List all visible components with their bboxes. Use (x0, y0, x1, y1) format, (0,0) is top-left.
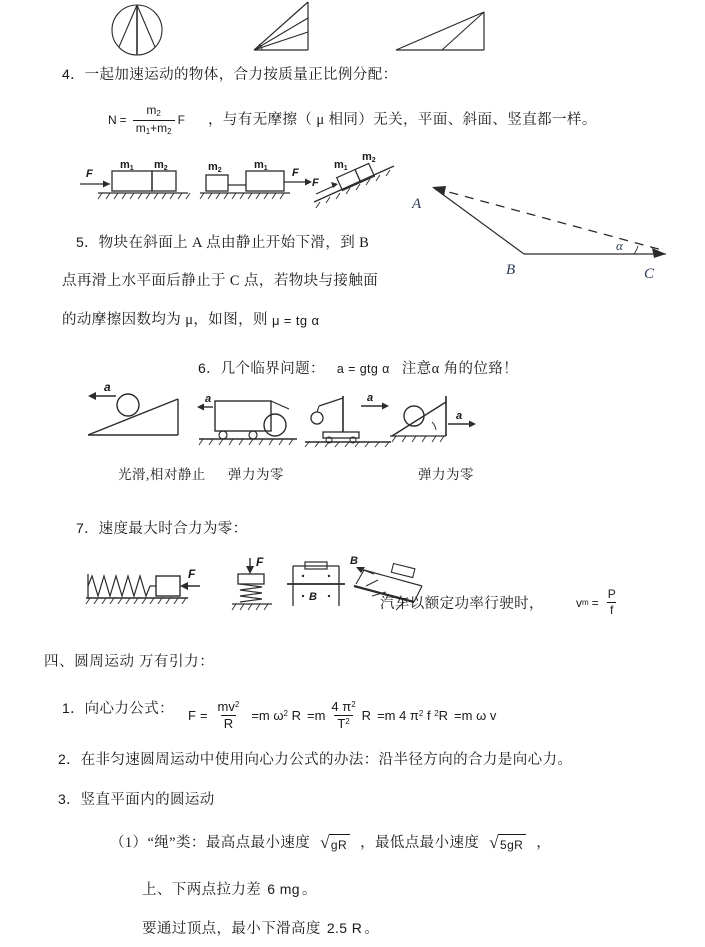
fraction-numerator (143, 104, 163, 120)
svg-text:m2: m2 (208, 161, 222, 174)
term-prefix-m: =m (306, 708, 326, 724)
sub1-mid: ，最低点最小速度 (360, 835, 480, 851)
item-c1-number: 1． (62, 700, 85, 716)
item-c2-text: 在非匀速圆周运动中使用向心力公式的办法：沿半径方向的合力是向心力。 (80, 752, 573, 768)
formula-lhs: N (108, 113, 117, 128)
sqrt-5gr (489, 834, 526, 854)
denominator-symbol-1: m (135, 120, 146, 135)
item5-line1 (76, 232, 369, 255)
item4-tail: ，与有无摩擦（ μ 相同）无关，平面、斜面、竖直都一样。 (208, 112, 597, 128)
item4-formula-row (108, 104, 185, 137)
item-c3-sub2 (142, 879, 317, 902)
item7-text: 速度最大时合力为零： (98, 521, 248, 537)
power-symbol: P (607, 587, 616, 601)
mv-squared-over-r (215, 700, 243, 732)
max-velocity-formula (576, 588, 622, 617)
mu-equals-tangent-alpha: μ = tg α (271, 312, 320, 328)
figure-two-blocks-pulled-horizontal (198, 157, 318, 207)
formula-equals: = (591, 595, 599, 610)
label-angle-alpha: α (616, 238, 623, 253)
velocity-symbol: v (576, 595, 582, 610)
item6-number: 6． (198, 360, 221, 376)
item-c2-number: 2． (58, 751, 81, 767)
figure-cart-with-pendulum (303, 390, 393, 446)
item-c3-sub3 (142, 918, 379, 941)
item-c3-text: 竖直平面内的圆运动 (80, 792, 215, 808)
label-force: F (188, 567, 196, 581)
label-force: F (256, 555, 264, 569)
figure-incline-abc-triangle (404, 182, 684, 282)
figure-truck-with-hanging-ball (197, 393, 302, 445)
section4-heading: 四、圆周运动 万有引力： (44, 654, 215, 670)
equals-1: = (199, 708, 208, 724)
sub1-tail: ， (536, 835, 552, 851)
mass-ratio-fraction (133, 104, 175, 137)
item7-note: 汽车以额定功率行驶时， (380, 596, 544, 612)
figure-ball-on-incline-against-wall (388, 390, 480, 446)
item6-caption-1: 弹力为零 (228, 467, 284, 482)
item5-text1: 物块在斜面上 A 点由静止开始下滑，到 B (98, 235, 370, 251)
label-point-a: A (412, 196, 422, 212)
term-frequency: =m 4 $\pi^2$ f $^2$R (377, 708, 449, 724)
friction-symbol: f (607, 602, 616, 617)
formula-rhs: F (177, 113, 185, 128)
item-c3-line (58, 789, 215, 812)
item5-number: 5． (76, 234, 99, 250)
centripetal-force-formula (188, 700, 496, 732)
item-c1-line (62, 698, 174, 721)
label-magnetic-field: B (350, 555, 358, 567)
numerator-mv2: $mv^2$ (217, 699, 240, 714)
figure-spring-block-horizontal (84, 558, 204, 610)
sub3-value: 2.5 R (326, 920, 363, 936)
denominator-t2: $T^2$ (334, 715, 352, 731)
radical-sign: √ (320, 832, 330, 852)
label-acceleration: a (104, 380, 111, 394)
svg-text:m2: m2 (362, 151, 376, 164)
item6-line (198, 358, 518, 381)
figure-right-triangle-with-diagonal (392, 8, 492, 56)
item7-formula (576, 588, 622, 617)
formula-equals: = (119, 113, 127, 128)
four-pi-squared-over-t-squared (328, 700, 358, 732)
item7-number: 7． (76, 520, 99, 536)
sub2-tail: 。 (301, 882, 317, 898)
item6-caption-2: 弹力为零 (418, 467, 474, 482)
svg-text:F: F (86, 168, 93, 180)
label-acceleration: a (205, 393, 212, 405)
svg-text:F: F (312, 177, 319, 189)
item-c1-text: 向心力公式： (84, 701, 174, 717)
label-point-b: B (506, 262, 516, 278)
item5-line3 (62, 310, 319, 332)
item5-text3: 的动摩擦因数均为 μ，如图，则 (62, 312, 272, 328)
power-over-friction-fraction (605, 588, 619, 617)
figure-two-blocks-on-incline (310, 152, 400, 208)
radicand-gr: gR (329, 834, 350, 854)
item5-line2: 点再滑上水平面后静止于 C 点，若物块与接触面 (62, 273, 379, 289)
svg-text:m1: m1 (254, 159, 268, 172)
label-acceleration: a (367, 392, 374, 404)
denominator-r: R (221, 715, 236, 731)
figure-circle-with-chords (100, 2, 180, 58)
item4-number: 4． (62, 66, 85, 82)
sub2-prefix: 上、下两点拉力差 (142, 882, 266, 898)
radicand-5gr: 5gR (498, 834, 526, 854)
radical-sign: √ (489, 832, 500, 852)
item4-text: 一起加速运动的物体，合力按质量正比例分配： (84, 67, 398, 83)
denominator-subscript-1: 1 (145, 126, 151, 136)
figure-two-blocks-pushed-horizontal (78, 157, 198, 207)
figure-rod-in-magnetic-field (285, 558, 347, 610)
label-point-c: C (644, 266, 655, 282)
term-radius: R (361, 708, 372, 724)
critical-acceleration-formula: a = gtg α (336, 362, 390, 377)
velocity-subscript: m (582, 598, 589, 608)
sub3-tail: 。 (364, 921, 380, 937)
numerator-symbol: m (146, 103, 157, 117)
svg-text:m1: m1 (120, 159, 134, 172)
denominator-plus: +m (150, 120, 168, 135)
item7-line (76, 518, 248, 541)
item6-note: 注意α 角的位臵！ (401, 361, 519, 377)
figure-ball-on-incline-accelerating (82, 380, 192, 445)
sqrt-gr (320, 834, 350, 854)
figure-spring-block-vertical (228, 556, 278, 612)
item-c3-sub1 (110, 833, 551, 855)
term-omega-squared: =m $\omega^2$ R (251, 708, 301, 724)
svg-text:F: F (292, 167, 299, 179)
item-c3-number: 3． (58, 791, 81, 807)
item4-line (62, 64, 398, 87)
item6-caption-0: 光滑,相对静止 (118, 467, 206, 482)
figure-right-triangle-with-rays (248, 0, 318, 56)
normal-force-formula (108, 104, 185, 137)
formula-lhs: F (188, 708, 196, 724)
svg-text:m1: m1 (334, 159, 348, 172)
term-omega-v: =m ω v (454, 708, 497, 724)
numerator-subscript: 2 (156, 109, 161, 118)
svg-text:m2: m2 (154, 159, 168, 172)
sub2-value: 6 mg (267, 881, 300, 897)
denominator-subscript-2: 2 (167, 126, 172, 136)
sub1-label: （1）“绳”类：最高点最小速度 (110, 835, 311, 851)
item-c2-line (58, 749, 572, 772)
fraction-denominator (133, 120, 175, 137)
label-acceleration: a (456, 410, 463, 422)
item6-text: 几个临界问题： (220, 361, 325, 377)
numerator-4pi2: 4 $\pi^2$ (331, 699, 356, 714)
sub3-prefix: 要通过顶点，最小下滑高度 (142, 921, 325, 937)
label-magnetic-field: B (309, 591, 317, 603)
